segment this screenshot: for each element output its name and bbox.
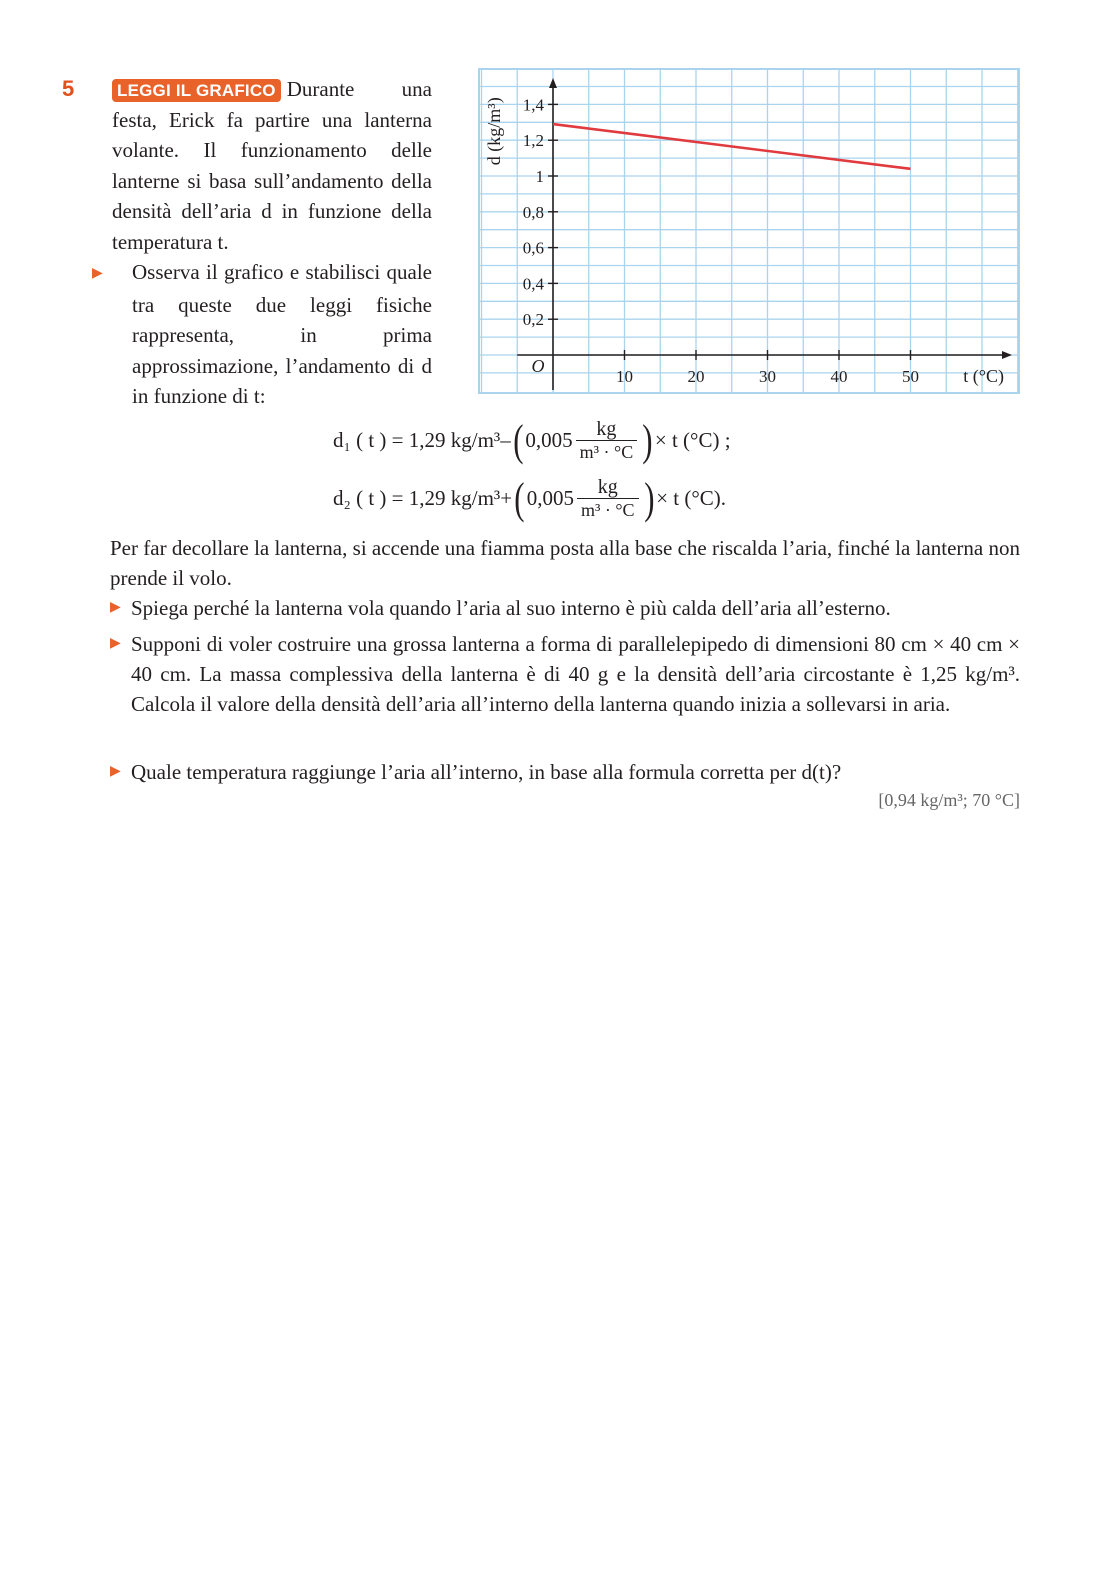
density-chart — [478, 68, 1020, 394]
y-tick-label: 1 — [535, 167, 544, 186]
bullet-explain — [110, 593, 1020, 623]
y-axis-label: d (kg/m³) — [484, 97, 504, 166]
formula-d1-num: kg — [596, 418, 617, 440]
bullet-temperature-text: Quale temperatura raggiunge l’aria all’interno, in base alla formula corretta per d(t)? — [131, 760, 842, 784]
bullet-compute-density — [110, 629, 1020, 719]
x-tick-label: 50 — [902, 367, 919, 386]
formula-d1-coef: 0,005 — [525, 428, 573, 452]
formula-d2-den: m³ · °C — [577, 498, 639, 521]
formula-d2-fraction — [577, 476, 639, 521]
formula-d2-num: kg — [597, 476, 618, 498]
paren-close: ) — [643, 473, 655, 523]
exercise-badge: LEGGI IL GRAFICO — [112, 79, 281, 102]
answer-key: [0,94 kg/m³; 70 °C] — [878, 790, 1020, 810]
exercise-intro — [92, 74, 432, 412]
y-tick-label: 1,4 — [522, 95, 544, 115]
bullet-compute-density-text: Supponi di voler costruire una grossa lanterna a forma di parallelepipedo di dimensioni 80 cm × 40 cm × 40 cm. La massa complessiva della lanterna è di 40 g e la densità dell’aria circostante è 1,25 kg/m³. Calcola il valore della densità dell’aria all’interno della lanterna quando inizia a sollevarsi in aria. — [131, 632, 1020, 716]
formula-d2-tail: × t (°C). — [656, 486, 727, 510]
bullet-arrow-icon: ▶ — [110, 764, 121, 779]
x-tick-label: 30 — [759, 367, 776, 386]
bullet-explain-text: Spiega perché la lanterna vola quando l’aria al suo interno è più calda dell’aria all’esterno. — [131, 596, 891, 620]
formula-d1-lhs: d₁ ( t ) = 1,29 kg/m³– — [333, 428, 511, 452]
x-axis-label: t (°C) — [963, 366, 1004, 386]
chart-svg — [478, 68, 1020, 394]
y-tick-label: 0,8 — [522, 202, 544, 222]
formula-d1 — [333, 415, 731, 465]
bullet-arrow-icon: ▶ — [110, 636, 121, 651]
paren-close: ) — [642, 415, 653, 465]
bullet-arrow-icon: ▶ — [110, 600, 121, 615]
y-tick-label: 0,6 — [522, 238, 544, 258]
formula-d2-lhs: d₂ ( t ) = 1,29 kg/m³+ — [333, 486, 513, 510]
observe-text: Osserva il grafico e stabilisci quale tra queste due leggi fisiche rappresenta, in prima approssimazione, l’andamento di d in funzione di t: — [132, 260, 432, 408]
origin-label: O — [531, 356, 545, 376]
formula-d2 — [333, 473, 727, 523]
y-tick-label: 1,2 — [522, 131, 544, 151]
bullet-arrow-icon: ▶ — [92, 266, 103, 281]
paragraph-takeoff: Per far decollare la lanterna, si accende una fiamma posta alla base che riscalda l’aria, finché la lanterna non prende il volo. — [110, 536, 1020, 590]
exercise-number: 5 — [62, 76, 75, 101]
x-tick-label: 40 — [830, 367, 848, 386]
y-tick-label: 0,4 — [522, 274, 544, 294]
x-tick-label: 10 — [616, 367, 633, 386]
bullet-temperature — [110, 757, 1020, 787]
formula-d1-den: m³ · °C — [576, 440, 638, 463]
y-tick-label: 0,2 — [522, 310, 544, 330]
observe-bullet — [92, 257, 432, 412]
chart-frame — [479, 69, 1019, 393]
paren-open: ( — [512, 415, 524, 465]
x-tick-label: 20 — [687, 367, 705, 386]
formula-d1-tail: × t (°C) ; — [654, 428, 731, 452]
intro-text: Durante una festa, Erick fa partire una lanterna volante. Il funzionamento delle lanterne si basa sull’andamento della densità dell’aria d in funzione della temperatura t. — [112, 77, 432, 254]
paren-open: ( — [514, 473, 525, 523]
formula-d1-fraction — [576, 418, 638, 463]
formula-d2-coef: 0,005 — [526, 486, 574, 510]
